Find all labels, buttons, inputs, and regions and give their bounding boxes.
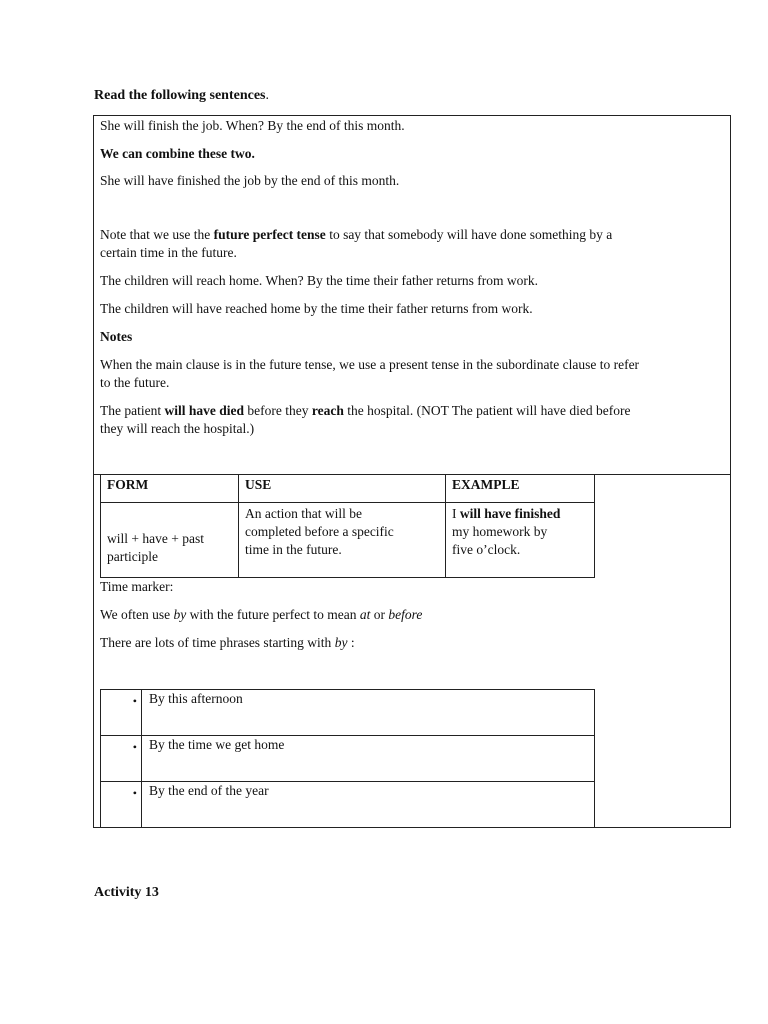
- sentence-children-1: The children will reach home. When? By the time their father returns from work.: [100, 273, 538, 288]
- notes-paragraph: When the main clause is in the future tense, we use a present tense in the subordinate clause to refer to the future.: [100, 357, 640, 390]
- header-use: USE: [239, 475, 446, 503]
- cell-form: will + have + past participle: [101, 503, 239, 578]
- time-phrases-intro: There are lots of time phrases starting with by :: [100, 635, 355, 650]
- example-paragraph: The patient will have died before they reach the hospital. (NOT The patient will have died before they will reach the hospital.): [100, 403, 631, 436]
- header-example: EXAMPLE: [446, 475, 595, 503]
- sentence-1: She will finish the job. When? By the end of this month.: [100, 118, 405, 133]
- activity-heading: Activity 13: [94, 885, 159, 900]
- list-item: [101, 782, 595, 828]
- form-use-example-table: [100, 474, 595, 578]
- list-item: [101, 690, 595, 736]
- cell-example: I will have finished my homework by five o’clock.: [446, 503, 595, 578]
- phrase-cell: By the time we get home: [142, 736, 595, 782]
- bullet-cell: [101, 736, 142, 782]
- bullet-cell: [101, 782, 142, 828]
- sentence-children-2: The children will have reached home by the time their father returns from work.: [100, 301, 533, 316]
- phrase-cell: By the end of the year: [142, 782, 595, 828]
- bullet-icon: •: [132, 740, 137, 754]
- bullet-icon: •: [132, 786, 137, 800]
- combine-label: We can combine these two.: [100, 146, 255, 161]
- note-paragraph: Note that we use the future perfect tense to say that somebody will have done something by a certain time in the future.: [100, 227, 613, 260]
- bullet-cell: [101, 690, 142, 736]
- time-marker-label: Time marker:: [100, 579, 174, 594]
- bullet-icon: •: [132, 694, 137, 708]
- table-row: [101, 503, 595, 578]
- phrase-cell: By this afternoon: [142, 690, 595, 736]
- time-phrases-table: [100, 689, 595, 828]
- section-heading: Read the following sentences.: [94, 88, 269, 103]
- sentence-combined: She will have finished the job by the end of this month.: [100, 173, 400, 188]
- list-item: [101, 736, 595, 782]
- cell-use: An action that will be completed before a specific time in the future.: [239, 503, 446, 578]
- time-marker-usage: We often use by with the future perfect to mean at or before: [100, 607, 423, 622]
- notes-label: Notes: [100, 329, 133, 344]
- header-form: FORM: [101, 475, 239, 503]
- table-header-row: [101, 475, 595, 503]
